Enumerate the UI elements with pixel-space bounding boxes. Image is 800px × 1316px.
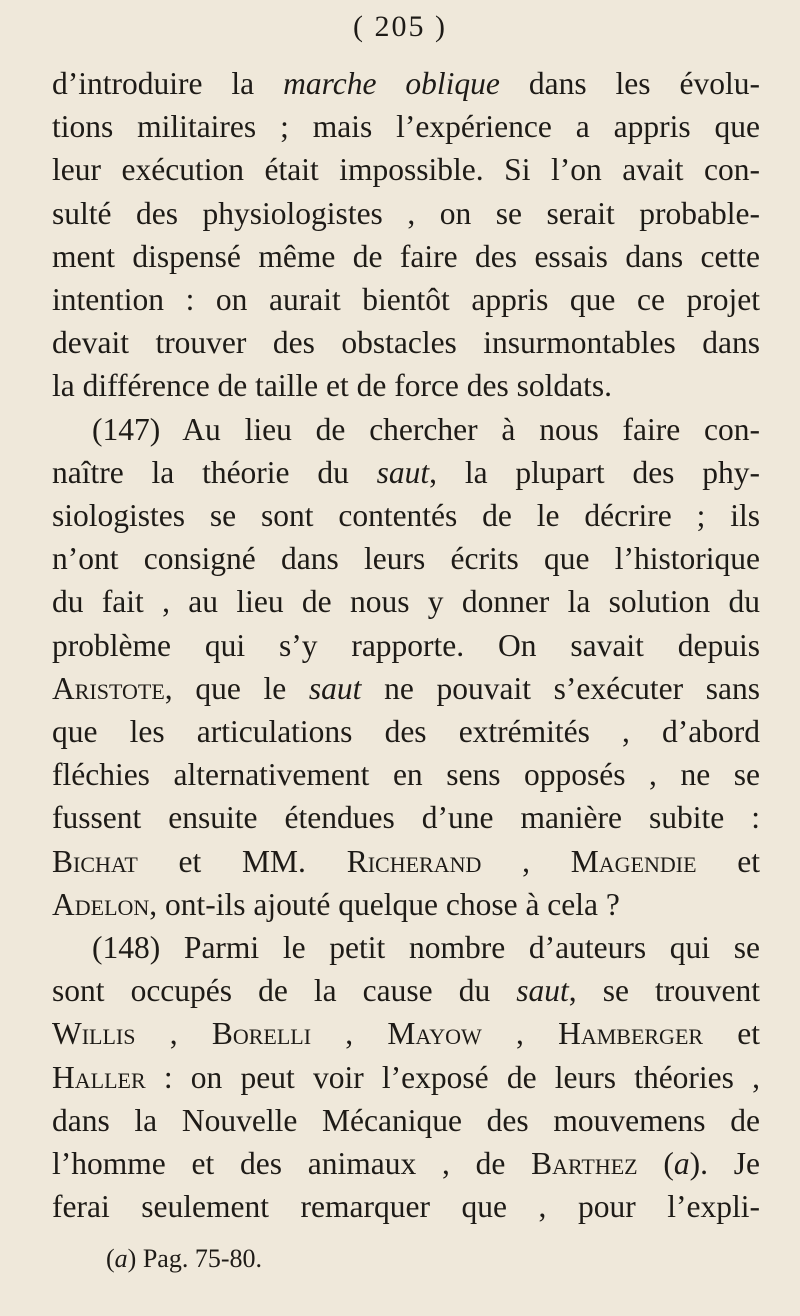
text-segment: sulté des physiologistes , on se serait probable- xyxy=(52,195,760,231)
text-segment: tions militaires ; mais l’expérience a appris que xyxy=(52,109,760,145)
text-line xyxy=(52,537,760,580)
text-segment: leur exécution était impossible. Si l’on avait con- xyxy=(52,152,760,188)
text-segment: siologistes se sont contentés de le décrire ; ils xyxy=(52,498,760,534)
text-segment: d’introduire la xyxy=(52,66,284,101)
text-segment: fléchies alternativement en sens opposés , ne se xyxy=(52,757,760,793)
text-line xyxy=(52,624,760,667)
text-line xyxy=(52,408,760,451)
text-segment: , que le xyxy=(164,670,309,706)
author-name: Willis xyxy=(52,1016,136,1052)
text-line xyxy=(52,494,760,537)
author-name: Adelon xyxy=(52,886,150,922)
text-line xyxy=(52,451,760,494)
text-line xyxy=(52,1142,760,1185)
text-segment: problème qui s’y rapporte. On savait depuis xyxy=(52,627,760,663)
text-segment: (148) Parmi le petit nombre d’auteurs qui se xyxy=(92,930,760,966)
text-segment: fussent ensuite étendues d’une manière subite : xyxy=(52,800,760,836)
text-line xyxy=(52,883,760,926)
text-segment: , xyxy=(481,843,571,879)
text-line xyxy=(52,710,760,753)
italic-text: saut xyxy=(516,973,569,1009)
text-line xyxy=(52,192,760,235)
text-line xyxy=(52,235,760,278)
text-segment: la différence de taille et de force des soldats. xyxy=(52,368,613,404)
text-segment: devait trouver des obstacles insurmontables dans xyxy=(52,325,760,361)
text-segment: l’homme et des animaux , de xyxy=(52,1146,532,1182)
text-segment: ne pouvait s’exécuter sans xyxy=(361,670,760,706)
text-segment: ment dispensé même de faire des essais dans cette xyxy=(52,238,760,274)
text-segment: sont occupés de la cause du xyxy=(52,973,517,1009)
text-line xyxy=(52,148,760,191)
italic-text: a xyxy=(673,1146,690,1182)
text-segment: naître la théorie du xyxy=(52,454,377,490)
text-line xyxy=(52,1185,760,1228)
text-segment: du fait , au lieu de nous y donner la solution du xyxy=(52,584,760,620)
text-segment: ). Je xyxy=(689,1146,760,1182)
text-line xyxy=(52,840,760,883)
text-segment: ( xyxy=(637,1146,674,1182)
text-segment: intention : on aurait bientôt appris que ce projet xyxy=(52,282,760,318)
author-name: Bichat xyxy=(52,843,138,879)
author-name: Magendie xyxy=(570,843,697,879)
text-segment: , xyxy=(135,1016,212,1052)
text-segment: dans la Nouvelle Mécanique des mouvemens de xyxy=(52,1102,760,1138)
author-name: Hamberger xyxy=(558,1016,704,1052)
text-segment: que les articulations des extrémités , d’abord xyxy=(52,714,760,750)
author-name: Aristote xyxy=(52,670,165,706)
text-line xyxy=(52,753,760,796)
text-segment: , ont-ils ajouté quelque chose à cela ? xyxy=(149,886,620,922)
text-line xyxy=(52,580,760,623)
italic-text: saut xyxy=(376,454,430,490)
text-segment: : on peut voir l’exposé de leurs théories , xyxy=(145,1059,760,1095)
text-segment: et MM. xyxy=(137,843,347,879)
page-number-header: ( 205 ) xyxy=(353,10,447,43)
author-name: Mayow xyxy=(387,1016,482,1052)
text-segment: (147) Au lieu de chercher à nous faire con- xyxy=(92,411,760,447)
text-line xyxy=(52,278,760,321)
text-line xyxy=(52,1012,760,1055)
author-name: Richerand xyxy=(346,843,482,879)
text-line xyxy=(52,969,760,1012)
text-line xyxy=(52,321,760,364)
author-name: Barthez xyxy=(531,1146,638,1182)
text-segment: , xyxy=(481,1016,559,1052)
text-segment: et xyxy=(696,843,761,879)
text-line xyxy=(52,667,760,710)
author-name: Borelli xyxy=(211,1016,312,1052)
text-segment: ) Pag. 75-80. xyxy=(127,1244,262,1273)
body-text xyxy=(52,62,760,1228)
text-segment: , se trouvent xyxy=(568,973,760,1009)
text-line xyxy=(52,62,760,105)
italic-text: a xyxy=(114,1244,128,1273)
text-segment: ( xyxy=(106,1244,115,1273)
text-segment: , la plupart des phy- xyxy=(429,454,760,490)
text-line xyxy=(52,364,760,407)
author-name: Haller xyxy=(52,1059,146,1095)
footnote xyxy=(106,1244,262,1274)
italic-text: saut xyxy=(308,670,362,706)
text-line xyxy=(52,1056,760,1099)
text-line xyxy=(52,105,760,148)
text-line xyxy=(52,1099,760,1142)
italic-text: marche oblique xyxy=(283,66,500,101)
text-segment: , xyxy=(311,1016,388,1052)
text-segment: n’ont consigné dans leurs écrits que l’historique xyxy=(52,541,760,577)
text-segment: ferai seulement remarquer que , pour l’expli- xyxy=(52,1189,760,1225)
text-line xyxy=(52,796,760,839)
text-segment: dans les évolu- xyxy=(499,66,760,101)
text-line xyxy=(52,926,760,969)
text-segment: et xyxy=(703,1016,761,1052)
